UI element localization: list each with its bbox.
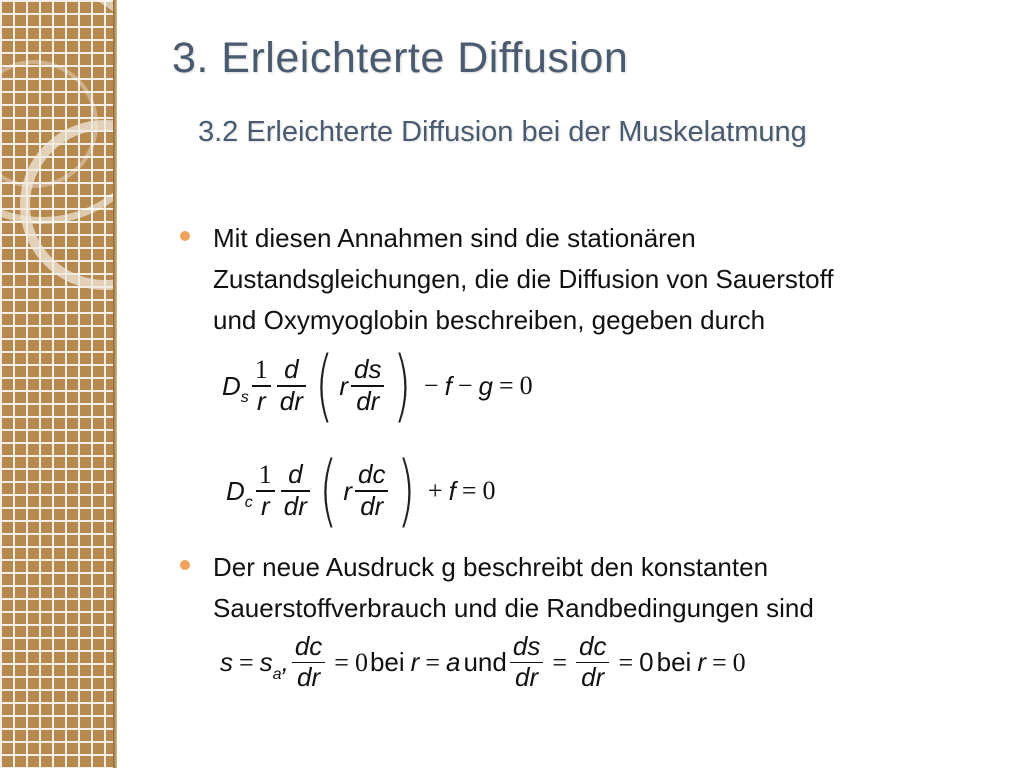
left-paren: ( <box>318 446 338 536</box>
slide-title: 3. Erleichterte Diffusion <box>172 34 629 82</box>
bullet-dot-icon <box>180 560 190 570</box>
bullet-line: und Oxymyoglobin beschreiben, gegeben durch <box>213 305 766 335</box>
equation-oxygen: D s $\frac{1}{r}$ $\frac{d}{dr}$ ( r $\frac{ds}{dr}$ ) − f − g = 0 <box>222 341 533 431</box>
equation-oxymyoglobin: D c $\frac{1}{r}$ $\frac{d}{dr}$ ( r $\frac{dc}{dr}$ ) + f = 0 <box>226 446 496 536</box>
slide-subtitle: 3.2 Erleichterte Diffusion bei der Muskelatmung <box>198 116 807 148</box>
decorative-sidebar <box>0 0 113 768</box>
bullet-line: Mit diesen Annahmen sind die stationären <box>213 223 696 253</box>
right-paren: ) <box>393 341 412 431</box>
bullet-dot-icon <box>180 231 190 241</box>
bullet-item <box>180 547 970 629</box>
bullet-line: Sauerstoffverbrauch und die Randbedingungen sind <box>213 593 814 623</box>
right-paren: ) <box>397 446 416 536</box>
left-paren: ( <box>314 341 334 431</box>
bullet-item <box>180 218 970 341</box>
sidebar-edge <box>113 0 117 768</box>
bullet-line: Zustandsgleichungen, die die Diffusion von Sauerstoff <box>213 264 834 294</box>
bullet-line: Der neue Ausdruck g beschreibt den konstanten <box>213 552 769 582</box>
equation-boundary-conditions: s = s a , $\frac{dc}{dr}$ = 0 bei r = a und $\frac{ds}{dr}$ = $\frac{dc}{dr}$ = 0 bei r = 0 <box>220 631 746 693</box>
